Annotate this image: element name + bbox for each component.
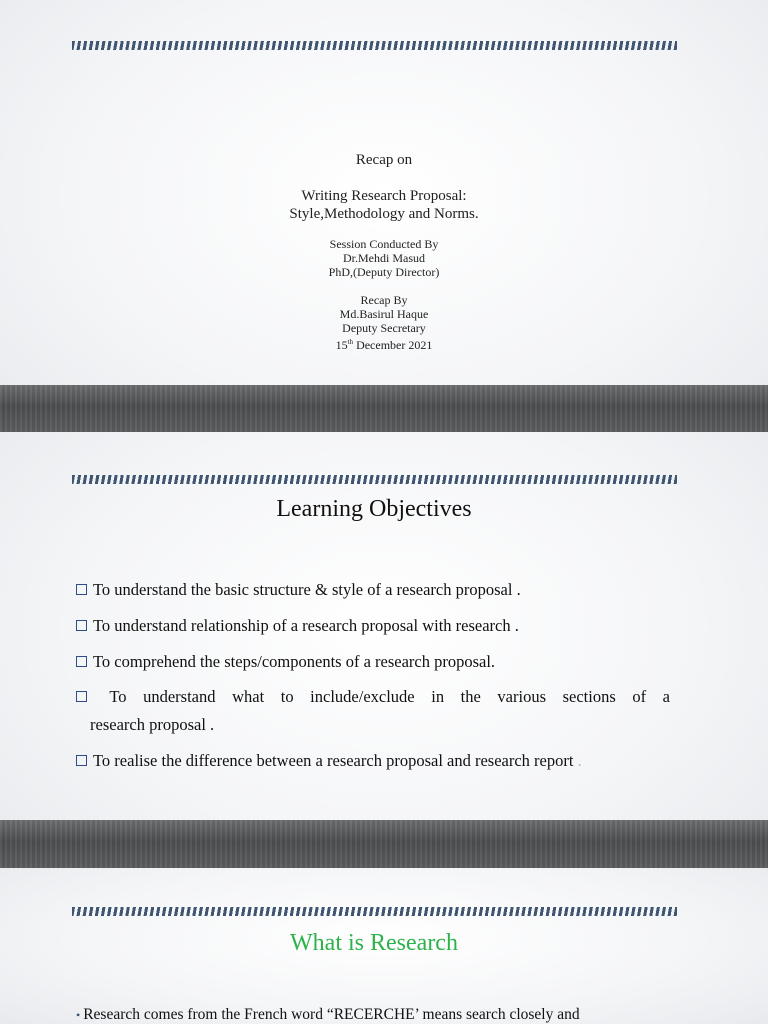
bullet-dot-icon: • <box>76 1008 81 1022</box>
slide-what-is-research <box>0 868 768 1024</box>
title-line-2: Style,Methodology and Norms. <box>289 206 479 222</box>
objective-item: To understand the basic structure & style of a research proposal . <box>76 576 670 603</box>
presentation-title <box>0 187 768 223</box>
slide-title <box>0 0 768 432</box>
objective-item: To comprehend the steps/components of a research proposal. <box>76 648 670 675</box>
slide-heading: What is Research <box>290 930 458 956</box>
objective-item: To realise the difference between a research proposal and research report . <box>76 747 676 774</box>
floor-texture <box>0 385 768 432</box>
session-info <box>0 237 768 279</box>
recap-info <box>0 293 768 352</box>
checkbox-bullet-icon <box>76 656 87 667</box>
presenter-role: PhD,(Deputy Director) <box>328 265 440 279</box>
floor-texture <box>0 820 768 868</box>
objective-item: To understand relationship of a research proposal with research . <box>76 612 670 639</box>
objective-item-continued: research proposal . <box>90 715 215 734</box>
checkbox-bullet-icon <box>76 620 87 631</box>
presenter-name: Dr.Mehdi Masud <box>343 251 425 265</box>
decorative-stripe <box>72 907 677 916</box>
decorative-stripe <box>72 41 677 50</box>
recapper-role: Deputy Secretary <box>342 321 426 335</box>
checkbox-bullet-icon <box>76 584 87 595</box>
recapper-name: Md.Basirul Haque <box>339 307 429 321</box>
slide-learning-objectives <box>0 432 768 868</box>
slide-heading: Learning Objectives <box>276 496 472 522</box>
recap-on-label: Recap on <box>355 152 413 168</box>
objective-item: To understand what to include/exclude in the various sections of a <box>76 683 670 710</box>
date-suffix: th <box>347 338 354 346</box>
title-line-1: Writing Research Proposal: <box>301 188 467 204</box>
bullet-item: • Research comes from the French word “RECERCHE’ means search closely and <box>76 1006 580 1023</box>
session-date: 15th December 2021 <box>335 338 433 352</box>
decorative-stripe <box>72 475 677 484</box>
recap-by-label: Recap By <box>360 293 408 307</box>
checkbox-bullet-icon <box>76 691 87 702</box>
session-label: Session Conducted By <box>329 237 439 251</box>
checkbox-bullet-icon <box>76 755 87 766</box>
